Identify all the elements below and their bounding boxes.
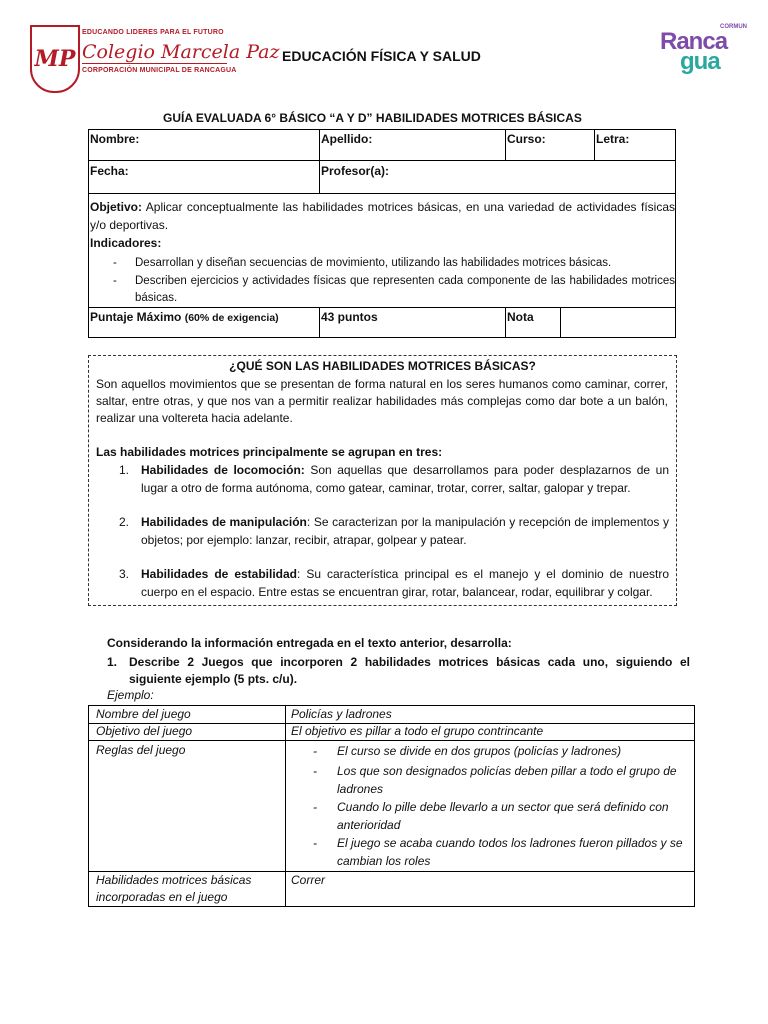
nombre-field[interactable]: Nombre: <box>90 132 140 146</box>
crest-initials: MP <box>34 46 76 72</box>
max-score-label: Puntaje Máximo (60% de exigencia) <box>90 310 279 324</box>
example-table <box>88 705 695 907</box>
letra-field[interactable]: Letra: <box>596 132 630 146</box>
school-divider <box>82 63 227 64</box>
grade-label: Nota <box>507 310 534 324</box>
theory-subtitle: Las habilidades motrices principalmente se agrupan en tres: <box>96 445 443 459</box>
student-info-table <box>88 129 676 338</box>
max-score-note: (60% de exigencia) <box>184 312 279 324</box>
objective-label: Objetivo: <box>90 200 143 214</box>
school-crest <box>30 25 80 93</box>
row-value-skills: Correr <box>291 873 326 887</box>
skill-item-stability: 3. Habilidades de estabilidad: Su característica principal es el manejo y el dominio de nuestro cuerpo en el espacio. Entre estas se encuentran girar, rotar, balancear, rodar, equilibrar y colgar. <box>119 567 669 599</box>
indicator-item: - Describen ejercicios y actividades físicas que representen cada componente de las habilidades motrices básicas. <box>113 275 675 304</box>
row-label-name: Nombre del juego <box>96 707 191 721</box>
row-value-name: Policías y ladrones <box>291 707 392 721</box>
rule-item: - Cuando lo pille debe llevarlo a un sector que será definido con anterioridad <box>313 800 669 832</box>
logo-small-text: CORMUN <box>720 24 747 30</box>
row-label-skills-2: incorporadas en el juego <box>96 890 228 904</box>
row-label-objective: Objetivo del juego <box>96 724 193 738</box>
row-label-skills-1: Habilidades motrices básicas <box>96 873 252 887</box>
logo-bottom-text: gua <box>680 48 720 75</box>
points-value: 43 puntos <box>321 310 378 324</box>
theory-title: ¿QUÉ SON LAS HABILIDADES MOTRICES BÁSICAS? <box>229 359 536 373</box>
curso-field[interactable]: Curso: <box>507 132 546 146</box>
indicators-title: Indicadores: <box>90 236 162 250</box>
objective <box>90 198 675 234</box>
apellido-field[interactable]: Apellido: <box>321 132 373 146</box>
example-label: Ejemplo: <box>107 688 154 702</box>
question-1: 1. Describe 2 Juegos que incorporen 2 habilidades motrices básicas cada uno, siguiendo el siguiente ejemplo (5 pts. c/u). <box>107 655 690 686</box>
school-corporation: CORPORACIÓN MUNICIPAL DE RANCAGUA <box>82 67 237 74</box>
indicator-item: - Desarrollan y diseñan secuencias de movimiento, utilizando las habilidades motrices básicas. <box>113 257 612 269</box>
objective-text: Aplicar conceptualmente las habilidades motrices básicas, en una variedad de actividades físicas y/o deportivas. <box>90 200 675 232</box>
school-motto: EDUCANDO LIDERES PARA EL FUTURO <box>82 29 224 36</box>
rule-item: - El curso se divide en dos grupos (policías y ladrones) <box>313 744 622 758</box>
rancagua-logo <box>660 24 746 76</box>
school-name: Colegio Marcela Paz <box>82 41 280 63</box>
question-intro: Considerando la información entregada en el texto anterior, desarrolla: <box>107 636 512 650</box>
theory-paragraph: Son aquellos movimientos que se presentan de forma natural en los seres humanos como caminar, correr, saltar, entre otras, y que nos van a permitir realizar habilidades más complejas como dar bote a un balón, realizar una voltereta hacia adelante. <box>96 377 668 425</box>
page-title: EDUCACIÓN FÍSICA Y SALUD <box>282 48 481 64</box>
logo-top-text: Ranca <box>660 28 728 55</box>
rule-item: - El juego se acaba cuando todos los ladrones fueron pillados y se cambian los roles <box>313 836 683 868</box>
row-value-objective: El objetivo es pillar a todo el grupo contrincante <box>291 724 544 738</box>
profesor-field[interactable]: Profesor(a): <box>321 164 390 178</box>
skill-item-locomotion: 1. Habilidades de locomoción: Son aquellas que desarrollamos para poder desplazarnos de un lugar a otro de forma autónoma, como gatear, caminar, trotar, correr, saltar, galopar y trepar. <box>119 463 669 495</box>
theory-box <box>88 355 677 606</box>
skill-item-manipulation: 2. Habilidades de manipulación: Se caracterizan por la manipulación y recepción de implementos y objetos; por ejemplo: lanzar, recibir, atrapar, golpear y patear. <box>119 515 669 547</box>
fecha-field[interactable]: Fecha: <box>90 164 129 178</box>
rule-item: - Los que son designados policías deben pillar a todo el grupo de ladrones <box>313 764 677 796</box>
guide-title: GUÍA EVALUADA 6° BÁSICO “A Y D” HABILIDADES MOTRICES BÁSICAS <box>163 111 582 125</box>
row-label-rules: Reglas del juego <box>96 743 186 757</box>
